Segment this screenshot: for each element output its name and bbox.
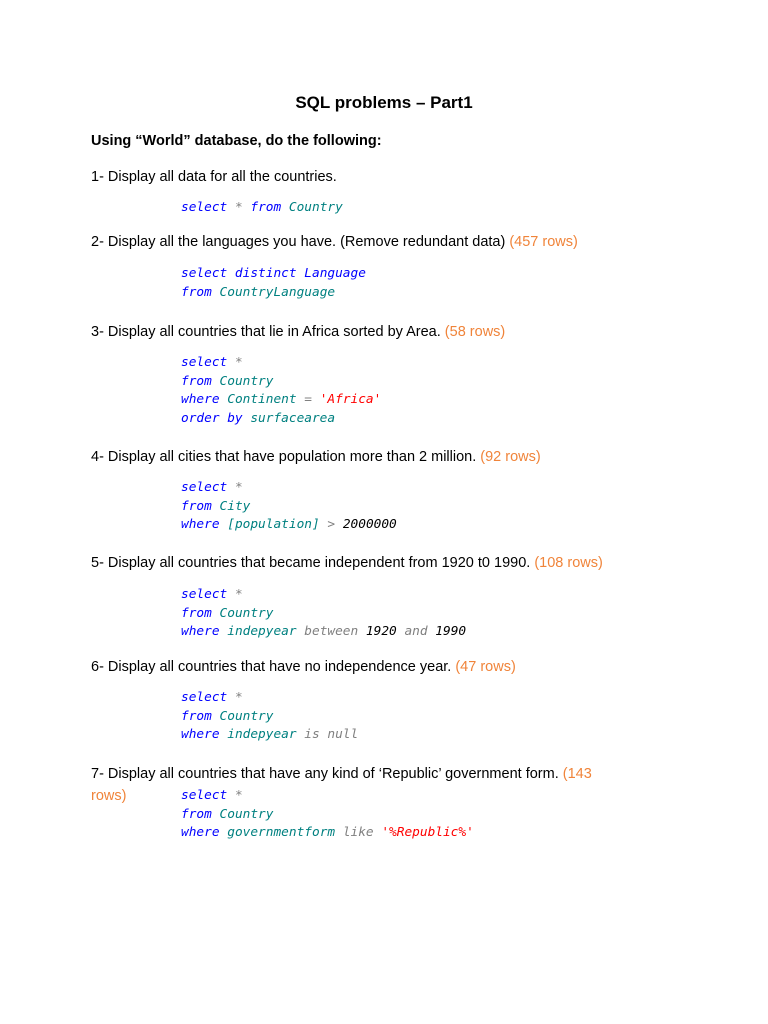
code-line (181, 410, 381, 429)
code-line (181, 824, 474, 843)
code-token: * (227, 788, 243, 803)
problem-text: 5- Display all countries that became independent from 1920 t0 1990. (91, 555, 531, 571)
code-token: 2000000 (342, 517, 397, 532)
code-token: surfacearea (242, 410, 336, 426)
code-token: where (181, 392, 220, 407)
code-line (181, 391, 381, 410)
problem-text: 3- Display all countries that lie in Africa sorted by Area. (91, 324, 441, 340)
problem-text: 2- Display all the languages you have. (Remove redundant data) (91, 234, 506, 250)
code-token: Language (296, 266, 366, 281)
code-line (181, 787, 474, 806)
code-token: order by (181, 410, 243, 426)
problem-text: 1- Display all data for all the countries. (91, 169, 337, 185)
code-token: from (250, 200, 282, 215)
row-count-continued: rows) (91, 788, 127, 804)
code-token: from (181, 605, 212, 621)
row-count: (143 (558, 766, 592, 782)
code-token: Continent (219, 392, 297, 407)
code-line (181, 373, 381, 392)
code-token: indepyear (219, 624, 297, 639)
problem-text: 4- Display all cities that have population more than 2 million. (91, 449, 477, 465)
code-token: 1920 (365, 624, 397, 639)
code-token: select (181, 355, 228, 370)
code-token: from (181, 373, 212, 389)
problem-2 (91, 232, 578, 253)
problem-3 (91, 322, 505, 343)
code-token: Country (211, 605, 274, 621)
code-token: between (296, 624, 366, 639)
code-token: like (335, 825, 382, 840)
sql-code-4 (181, 479, 397, 535)
problem-text: 7- Display all countries that have any kind of ‘Republic’ government form. (91, 766, 559, 782)
problem-5 (91, 553, 603, 574)
code-line (181, 284, 366, 303)
code-token: from (181, 806, 212, 822)
code-token: governmentform (219, 825, 336, 840)
row-count: (47 rows) (451, 659, 516, 675)
code-line (181, 623, 466, 642)
sql-code-7 (181, 787, 474, 843)
code-token: Country (211, 708, 274, 724)
code-line (181, 199, 343, 218)
code-line (181, 586, 466, 605)
code-token: where (181, 727, 220, 742)
code-line (181, 689, 358, 708)
code-token: * (227, 355, 243, 370)
row-count: (92 rows) (476, 449, 541, 465)
code-token: Country (211, 806, 274, 822)
sql-code-2 (181, 265, 366, 302)
code-token: 'Africa' (319, 392, 382, 407)
problem-text: 6- Display all countries that have no independence year. (91, 659, 452, 675)
code-token: and (396, 624, 436, 639)
code-token: from (181, 708, 212, 724)
code-line (181, 265, 366, 284)
code-token: Country (281, 200, 343, 215)
code-token: Country (211, 373, 274, 389)
code-token: * (227, 200, 251, 215)
row-count: (108 rows) (530, 555, 603, 571)
code-token: CountryLanguage (211, 284, 336, 300)
code-token: * (227, 587, 243, 602)
code-line (181, 479, 397, 498)
code-line (181, 605, 466, 624)
code-token: where (181, 517, 220, 532)
code-token: [population] (219, 517, 320, 532)
code-token: select (181, 587, 228, 602)
code-token: select (181, 788, 228, 803)
code-line (181, 498, 397, 517)
problem-1 (91, 167, 337, 188)
code-token: from (181, 498, 212, 514)
code-line (181, 726, 358, 745)
sql-code-3 (181, 354, 381, 428)
code-token: indepyear (219, 727, 297, 742)
code-line (181, 806, 474, 825)
code-line (181, 708, 358, 727)
sql-code-5 (181, 586, 466, 642)
code-token: City (211, 498, 251, 514)
code-token: > (319, 517, 343, 532)
code-token: where (181, 624, 220, 639)
code-token: = (296, 392, 320, 407)
instructions-heading: Using “World” database, do the following: (91, 133, 382, 149)
code-token: select (181, 480, 228, 495)
row-count: (457 rows) (505, 234, 578, 250)
code-token: is null (296, 727, 359, 742)
page-title: SQL problems – Part1 (295, 93, 473, 112)
code-token: from (181, 284, 212, 300)
code-token: select (181, 200, 228, 215)
code-line (181, 516, 397, 535)
problem-4 (91, 447, 541, 468)
problem-6 (91, 657, 516, 678)
code-line (181, 354, 381, 373)
sql-code-1 (181, 199, 343, 218)
row-count: (58 rows) (440, 324, 506, 340)
code-token: select (181, 690, 228, 705)
code-token: '%Republic%' (381, 825, 474, 840)
code-token: * (227, 690, 243, 705)
code-token: * (227, 480, 243, 495)
code-token: 1990 (435, 624, 467, 639)
code-token: select distinct (181, 266, 297, 281)
sql-code-6 (181, 689, 358, 745)
problem-7 (91, 764, 592, 785)
code-token: where (181, 825, 220, 840)
